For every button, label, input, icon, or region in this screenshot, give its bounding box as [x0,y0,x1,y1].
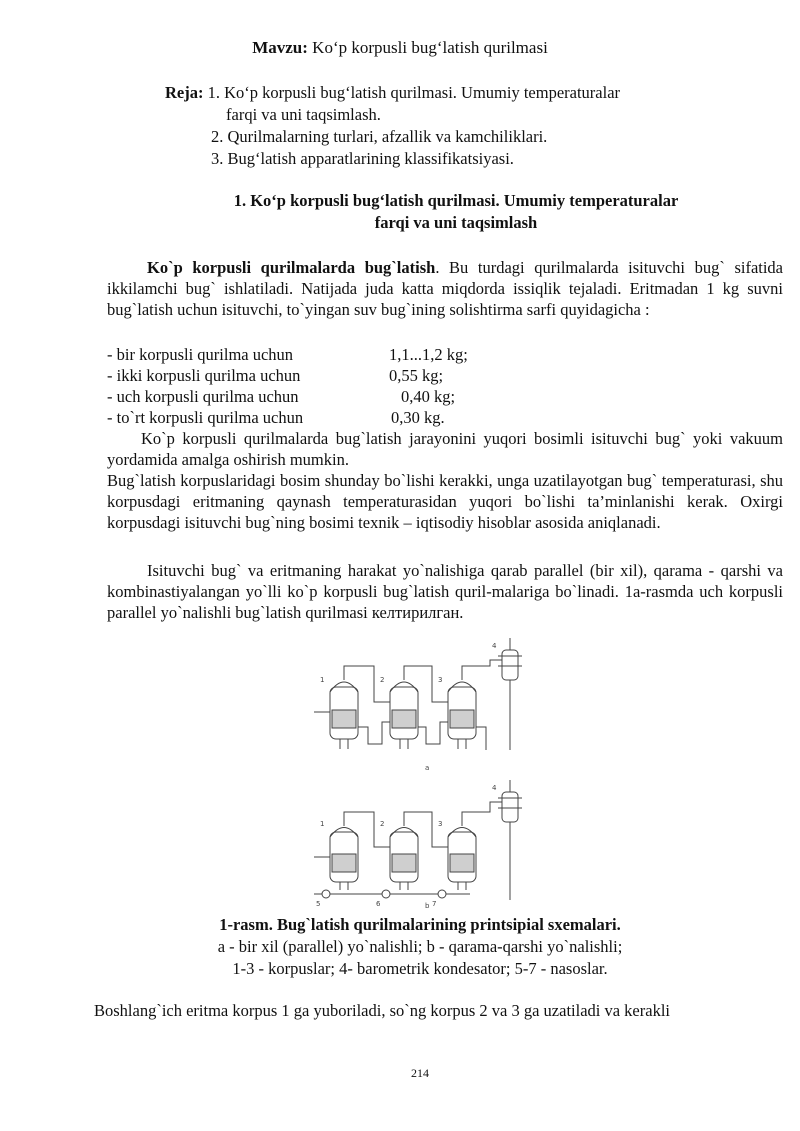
figure-caption-title: 1-rasm. Bug`latish qurilmalarining printsipial sxemalari. [219,915,621,934]
plan-item-3: 3. Bugʻlatish apparatlarining klassifikatsiyasi. [211,149,514,168]
fig-num-3b: 3 [438,820,443,828]
paragraph-1-text: . Bu turdagi qurilmalarda isituvchi bug` sifatida ikkilamchi bug` ishlatiladi. Natijada juda katta miqdorda issiqlik tejaladi. Eritmadan 1 kg suvni bug`latish uchun isituvchi, to`yingan suv bug`ining solishtirma sarfi quyidagicha : [107,258,784,319]
paragraph-2: Ko`p korpusli qurilmalarda bug`latish jarayonini yuqori bosimli isituvchi bug` yoki vakuum yordamida amalga oshirish mumkin. [107,429,783,469]
section-title-line-1: 1. Koʻp korpusli bugʻlatish qurilmasi. Umumiy temperaturalar [233,191,679,210]
list-item-value: 1,1...1,2 kg; [389,345,468,364]
outlet-pipe [476,727,486,750]
plan-label: Reja: [165,83,204,102]
fig-num-1: 1 [320,676,325,684]
evaporation-schematic-figure [310,632,540,910]
fig-num-1b: 1 [320,820,325,828]
fig-num-7: 7 [432,900,437,908]
fig-num-4b: 4 [492,784,497,792]
list-item: - ikki korpusli qurilma uchun [107,366,301,385]
plan-item-1 [165,82,620,104]
scheme-a [314,638,522,750]
evaporator-body [448,818,476,890]
evaporator-body [448,672,476,749]
fig-num-6: 6 [376,900,381,908]
pump-symbol [438,890,446,898]
list-item-value: 0,40 kg; [401,387,456,406]
evaporator-body [330,818,358,890]
evaporator-body [330,672,358,749]
fig-num-3: 3 [438,676,443,684]
list-item-value: 0,55 kg; [389,366,444,385]
paragraph-1-lead: Ko`p korpusli qurilmalarda bug`latish [147,258,436,277]
fig-label-a: a [425,764,430,772]
fig-num-5: 5 [316,900,321,908]
evaporator-body [390,672,418,749]
barometric-condenser [498,638,522,750]
figure-caption-line-3: 1-3 - korpuslar; 4- barometrik kondesator; 5-7 - nasoslar. [232,959,608,978]
evaporator-body [390,818,418,890]
paragraph-1 [107,257,783,320]
fig-num-2: 2 [380,676,385,684]
paragraph-5: Boshlang`ich eritma korpus 1 ga yuboriladi, so`ng korpus 2 va 3 ga uzatiladi va kerakli [94,1001,670,1020]
section-title-line-2: farqi va uni taqsimlash [374,213,538,232]
plan-item-2: 2. Qurilmalarning turlari, afzallik va kamchiliklari. [211,127,548,146]
solution-pipe [418,722,448,744]
plan-item-1-cont: farqi va uni taqsimlash. [226,105,381,124]
fig-label-b: b [425,902,430,910]
scheme-b [314,780,522,900]
pump-symbol [382,890,390,898]
list-item-value: 0,30 kg. [391,408,445,427]
solution-pipe [358,722,390,744]
topic-text: Koʻp korpusli bugʻlatish qurilmasi [307,38,548,57]
vapor-pipe [462,660,502,672]
plan-item-1-text: 1. Koʻp korpusli bugʻlatish qurilmasi. Umumiy temperaturalar [203,83,621,102]
paragraph-4: Isituvchi bug` va eritmaning harakat yo`nalishiga qarab parallel (bir xil), qarama - qarshi va kombinastiyalangan yo`lli ko`p korpusli bug`latish quril-malariga bo`linadi. 1a-rasmda uch korpusli parallel yo`nalishli bug`latish qurilmasi келтирилган. [107,561,783,622]
fig-num-2b: 2 [380,820,385,828]
section-title [0,190,800,234]
list-item: - bir korpusli qurilma uchun [107,345,294,364]
pump-symbol [322,890,330,898]
topic-label: Mavzu: [252,38,308,57]
barometric-condenser [498,780,522,900]
paragraph-3: Bug`latish korpuslaridagi bosim shunday bo`lishi kerakki, unga uzatilayotgan bug` temperaturasi, shu korpusdagi eritmaning qaynash temperaturasidan yuqori bo`lishi ta’minlanishi kerak. Oxirgi korpusdagi isituvchi bug`ning bosimi texnik – iqtisodiy hisoblar asosida aniqlanadi. [107,471,783,532]
topic-line [0,38,800,58]
list-item: - to`rt korpusli qurilma uchun [107,408,304,427]
vapor-pipe [462,802,502,818]
figure-caption-line-2: a - bir xil (parallel) yo`nalishli; b - qarama-qarshi yo`nalishli; [217,937,623,956]
fig-num-4: 4 [492,642,497,650]
list-item: - uch korpusli qurilma uchun [107,387,299,406]
page-number: 214 [411,1066,429,1080]
